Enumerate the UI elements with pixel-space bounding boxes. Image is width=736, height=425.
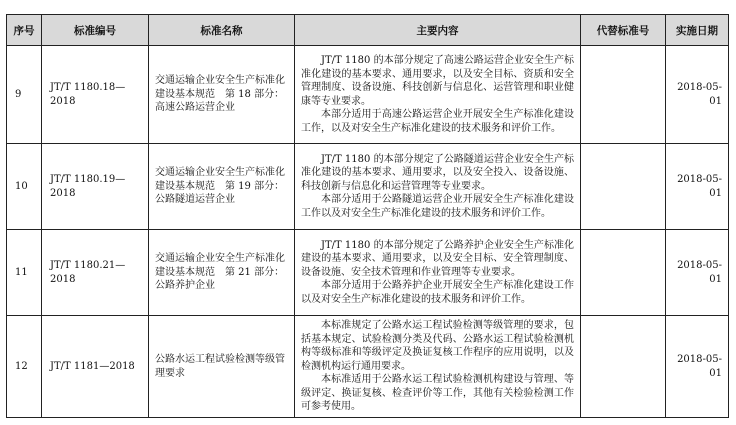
- header-replace: 代替标准号: [581, 15, 666, 46]
- cell-date: 2018-05-01: [666, 316, 729, 418]
- cell-replace: [581, 316, 666, 418]
- cell-content: [295, 230, 581, 316]
- cell-content: [295, 316, 581, 418]
- cell-no: 11: [7, 230, 42, 316]
- header-name: 标准名称: [149, 15, 295, 46]
- table-row: [7, 316, 729, 418]
- cell-name: 交通运输企业安全生产标准化建设基本规范 第 18 部分：高速公路运营企业: [149, 46, 295, 144]
- header-date: 实施日期: [666, 15, 729, 46]
- cell-content: [295, 46, 581, 144]
- cell-name: 交通运输企业安全生产标准化建设基本规范 第 21 部分：公路养护企业: [149, 230, 295, 316]
- cell-date: 2018-05-01: [666, 46, 729, 144]
- table-header-row: [7, 15, 729, 46]
- cell-date: 2018-05-01: [666, 230, 729, 316]
- standards-table: [6, 14, 729, 418]
- content-paragraph: 本标准适用于公路水运工程试验检测机构建设与管理、等级评定、换证复核、检查评价等工作，其他有关检验检测工作可参考使用。: [301, 374, 574, 413]
- cell-no: 9: [7, 46, 42, 144]
- cell-replace: [581, 230, 666, 316]
- cell-content: [295, 144, 581, 230]
- header-no: 序号: [7, 15, 42, 46]
- content-paragraph: JT/T 1180 的本部分规定了高速公路运营企业安全生产标准化建设的基本要求、通用要求，以及安全目标、资质和安全管理制度、设备设施、科技创新与信息化、运营管理和职业健康等专业要求。: [301, 55, 574, 107]
- content-paragraph: 本部分适用于公路养护企业开展安全生产标准化建设工作以及对安全生产标准化建设的技术服务和评价工作。: [301, 280, 574, 305]
- cell-code: JT/T 1180.19—2018: [42, 144, 149, 230]
- header-code: 标准编号: [42, 15, 149, 46]
- cell-no: 10: [7, 144, 42, 230]
- cell-date: 2018-05-01: [666, 144, 729, 230]
- cell-code: JT/T 1180.21—2018: [42, 230, 149, 316]
- cell-replace: [581, 144, 666, 230]
- header-content: 主要内容: [295, 15, 581, 46]
- content-paragraph: JT/T 1180 的本部分规定了公路隧道运营企业安全生产标准化建设的基本要求、通用要求，以及安全投入、设备设施、科技创新与信息化和运营管理等专业要求。: [301, 153, 574, 192]
- table-row: [7, 144, 729, 230]
- content-paragraph: JT/T 1180 的本部分规定了公路养护企业安全生产标准化建设的基本要求、通用要求，以及安全目标、安全管理制度、设备设施、安全技术管理和作业管理等专业要求。: [301, 239, 574, 278]
- cell-name: 公路水运工程试验检测等级管理要求: [149, 316, 295, 418]
- cell-no: 12: [7, 316, 42, 418]
- cell-replace: [581, 46, 666, 144]
- cell-code: JT/T 1180.18—2018: [42, 46, 149, 144]
- content-paragraph: 本部分适用于高速公路运营企业开展安全生产标准化建设工作，以及对安全生产标准化建设的技术服务和评价工作。: [301, 109, 574, 134]
- cell-code: JT/T 1181—2018: [42, 316, 149, 418]
- content-paragraph: 本部分适用于公路隧道运营企业开展安全生产标准化建设工作以及对安全生产标准化建设的技术服务和评价工作。: [301, 194, 574, 219]
- content-paragraph: 本标准规定了公路水运工程试验检测等级管理的要求，包括基本规定、试验检测分类及代码、公路水运工程试验检测机构等级标准和等级评定及换证复核工作程序的应用说明，以及检测机构运行通用要求。: [301, 320, 574, 372]
- table-row: [7, 230, 729, 316]
- table-row: [7, 46, 729, 144]
- cell-name: 交通运输企业安全生产标准化建设基本规范 第 19 部分：公路隧道运营企业: [149, 144, 295, 230]
